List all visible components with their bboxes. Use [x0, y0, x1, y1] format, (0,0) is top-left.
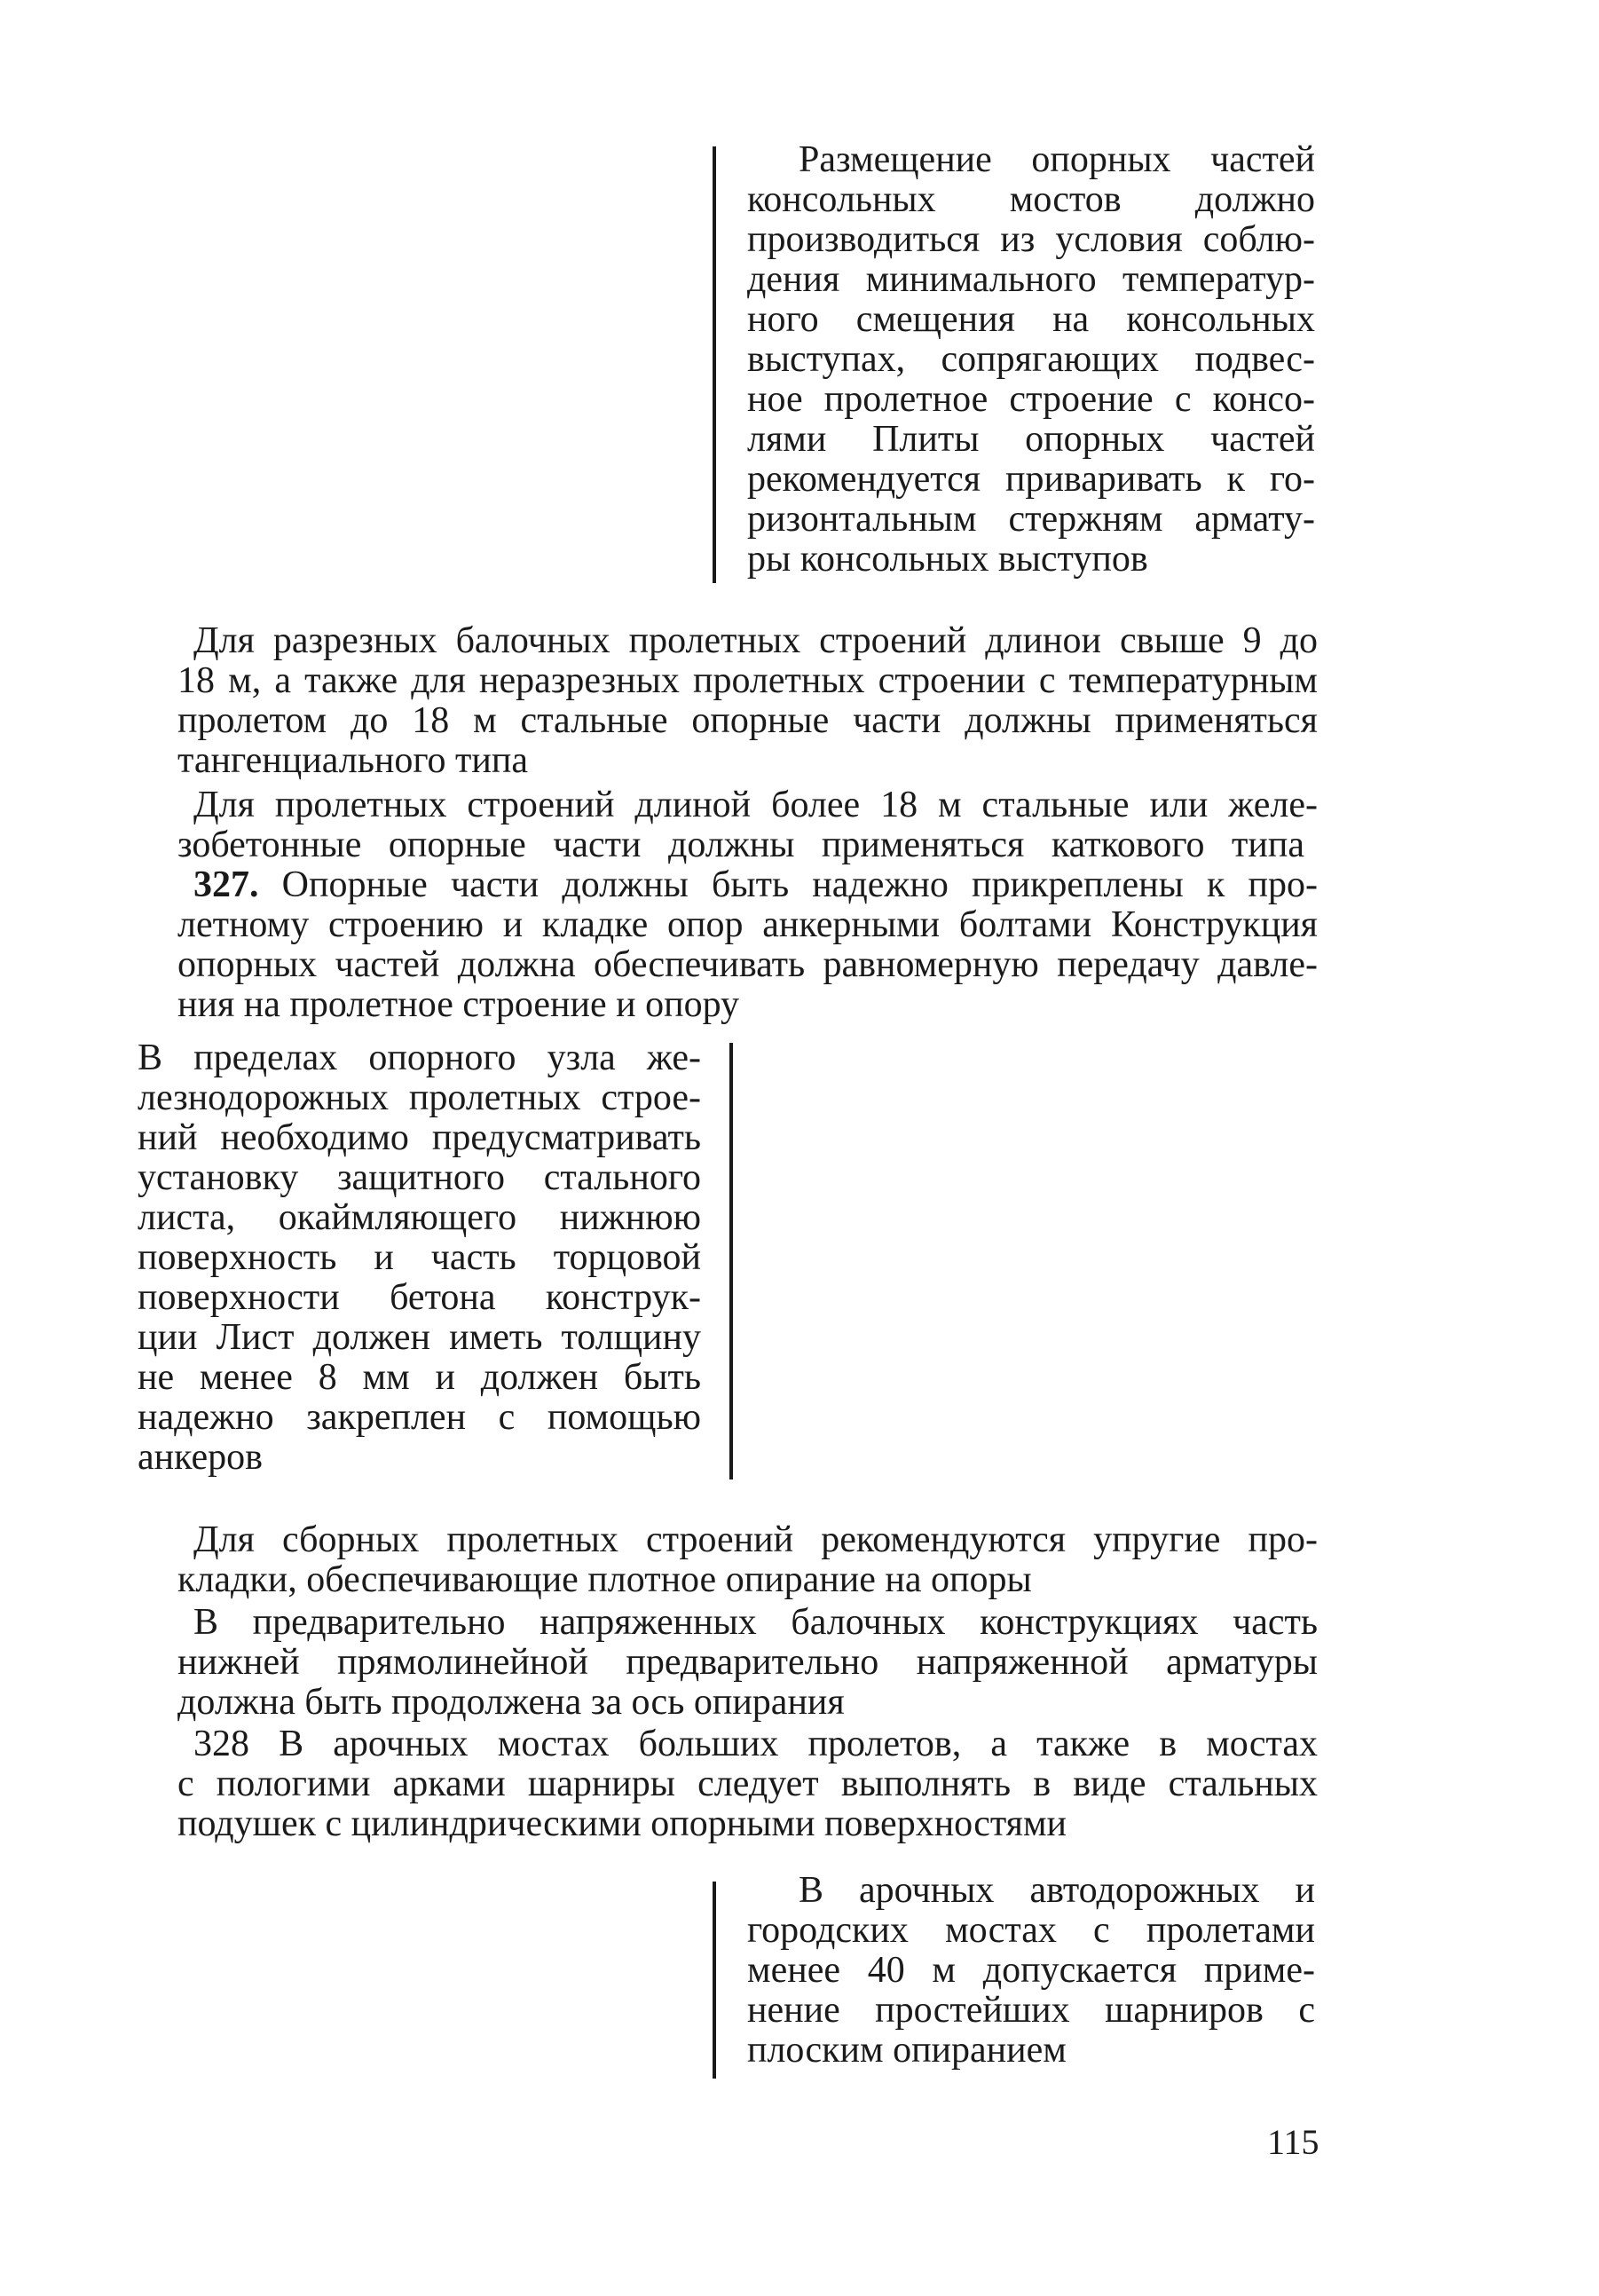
note-top-line: Размещение опорных частей — [799, 139, 1315, 180]
note-top-line: ры консольных выступов — [747, 539, 1148, 580]
paragraph-line: опорных частей должна обеспечивать равномерную передачу давле- — [177, 944, 1318, 985]
paragraph-line: нижней прямолинейной предварительно напряженной арматуры — [177, 1642, 1318, 1683]
paragraph-line: В предварительно напряженных балочных конструкциях часть — [193, 1602, 1318, 1643]
note-mid-line: анкеров — [138, 1437, 263, 1478]
paragraph-line: Для сборных пролетных строений рекомендуются упругие про- — [193, 1519, 1318, 1560]
paragraph-line: с пологими арками шарниры следует выполнять в виде стальных — [177, 1763, 1318, 1804]
paragraph-line: 18 м, а также для неразрезных пролетных строении с температурным — [177, 660, 1318, 701]
note-top-line: рекомендуется приваривать к го- — [747, 459, 1315, 500]
note-bottom-line: менее 40 м допускается приме- — [747, 1950, 1315, 1991]
paragraph-line: тангенциального типа — [177, 740, 528, 781]
paragraph-number: 327. — [193, 864, 259, 905]
note-top-line: производиться из условия соблю- — [747, 219, 1315, 260]
note-mid-line: надежно закреплен с помощью — [138, 1397, 701, 1438]
note-mid-line: ний необходимо предусматривать — [138, 1117, 701, 1158]
paragraph-line: летному строению и кладке опор анкерными болтами Конструкция — [177, 904, 1318, 945]
paragraph-line — [193, 865, 1318, 905]
paragraph-line: зобетонные опорные части должны применяться каткового типа — [177, 825, 1304, 865]
note-mid-rule — [729, 1043, 733, 1479]
note-mid-line: листа, окаймляющего нижнюю — [138, 1197, 701, 1238]
note-mid-line: не менее 8 мм и должен быть — [138, 1357, 701, 1398]
paragraph-line-text: В арочных мостах больших пролетов, а также в мостах — [279, 1724, 1318, 1764]
note-bottom-line: городских мостах с пролетами — [747, 1910, 1315, 1951]
paragraph-line-text: Опорные части должны быть надежно прикреплены к про- — [281, 864, 1319, 905]
note-mid-line: ции Лист должен иметь толщину — [138, 1317, 701, 1358]
note-top-rule — [713, 146, 716, 583]
note-bottom-line: плоским опиранием — [747, 2030, 1067, 2071]
note-bottom-rule — [713, 1882, 716, 2079]
note-mid-line: лезнодорожных пролетных строе- — [138, 1077, 701, 1118]
paragraph-line — [193, 1724, 1318, 1764]
note-top-line: консольных мостов должно — [747, 179, 1315, 220]
note-top-line: ного смещения на консольных — [747, 299, 1315, 340]
note-bottom-line: В арочных автодорожных и — [799, 1870, 1315, 1911]
paragraph-line: Для разрезных балочных пролетных строений длинои свыше 9 до — [193, 620, 1318, 661]
note-top-line: ное пролетное строение с консо- — [747, 379, 1315, 420]
paragraph-line: пролетом до 18 м стальные опорные части должны применяться — [177, 700, 1318, 741]
note-mid-line: поверхность и часть торцовой — [138, 1237, 701, 1278]
note-top-line: дения минимального температур- — [747, 259, 1315, 300]
note-top-line: выступах, сопрягающих подвес- — [747, 339, 1315, 380]
paragraph-line: Для пролетных строений длиной более 18 м стальные или желе- — [193, 785, 1318, 825]
note-bottom-line: нение простейших шарниров с — [747, 1990, 1315, 2031]
note-top-line: ризонтальным стержням армату- — [747, 499, 1315, 540]
paragraph-line: ния на пролетное строение и опору — [177, 984, 740, 1025]
page-number: 115 — [1267, 2122, 1319, 2162]
paragraph-line: должна быть продолжена за ось опирания — [177, 1682, 845, 1723]
note-mid-line: поверхности бетона конструк- — [138, 1277, 701, 1318]
note-top-line: лями Плиты опорных частей — [747, 419, 1315, 460]
paragraph-line: подушек с цилиндрическими опорными поверхностями — [177, 1803, 1067, 1844]
paragraph-line: кладки, обеспечивающие плотное опирание на опоры — [177, 1559, 1032, 1600]
paragraph-number: 328 — [193, 1724, 249, 1764]
note-mid-line: установку защитного стального — [138, 1157, 701, 1198]
note-mid-line: В пределах опорного узла же- — [138, 1038, 701, 1078]
